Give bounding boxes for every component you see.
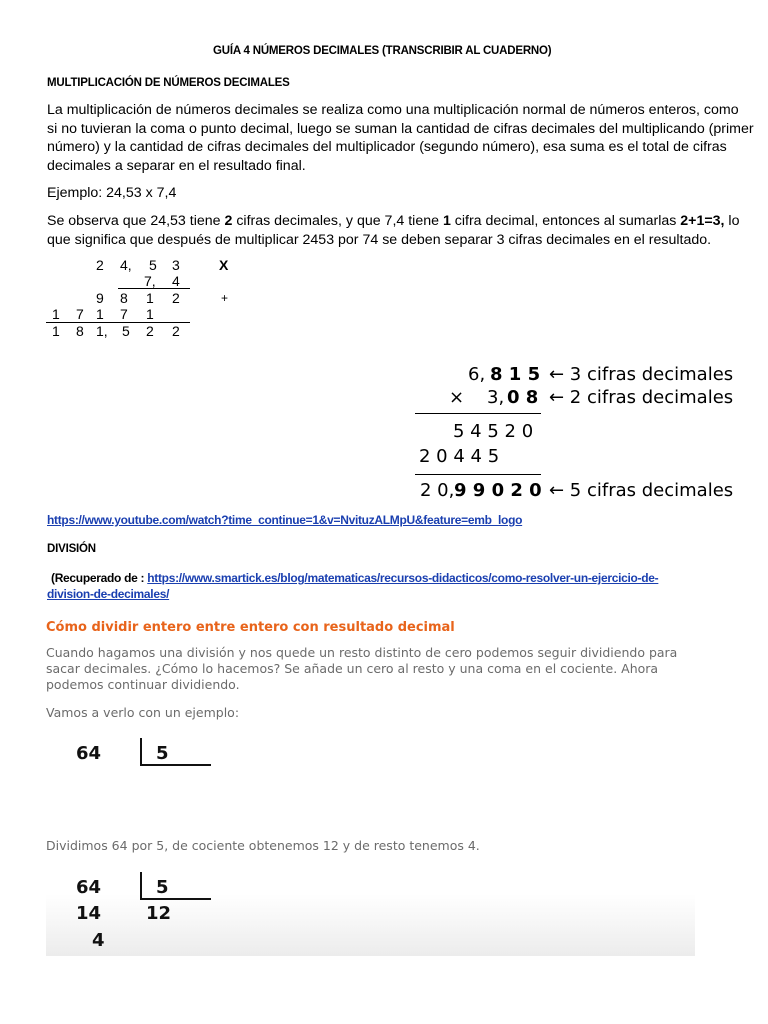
observe-line-1: [47, 212, 762, 231]
recovered-from: [47, 571, 659, 601]
digit: 8: [120, 290, 128, 306]
digit: 8: [76, 323, 84, 339]
mult2-row2-note: ← 2 cifras decimales: [549, 387, 734, 408]
mult2-times-sign: ×: [449, 387, 465, 408]
youtube-link[interactable]: https://www.youtube.com/watch?time_continue=1&v=NvituzALMpU&feature=emb_logo: [47, 513, 523, 527]
divisor: 5: [156, 877, 169, 898]
intro-line-1: La multiplicación de números decimales se realiza como una multiplicación normal de números enteros, como: [47, 102, 739, 118]
multiply-sign: X: [219, 257, 229, 273]
card-p1-line-2: sacar decimales. ¿Cómo lo hacemos? Se añade un cero al resto y una coma en el cociente. Ahora: [46, 661, 659, 676]
dividend: 64: [76, 877, 102, 898]
mult2-row3: 5 4 5 2 0: [453, 421, 534, 442]
digit: 2: [172, 290, 180, 306]
digit: 1,: [96, 323, 108, 339]
observe-text-a: Se observa que 24,53 tiene: [47, 213, 225, 229]
digit: 1: [146, 290, 154, 306]
digit: 4: [172, 273, 180, 289]
rule-line: [415, 474, 541, 475]
digit: 2: [96, 257, 104, 273]
observe-bold-b: 2: [224, 213, 233, 229]
mult2-row1-int: 6,: [468, 364, 486, 385]
remainder: 4: [92, 930, 105, 951]
mult2-row4: 2 0 4 4 5: [419, 446, 500, 467]
mult2-row1-decimals: 8 1 5: [490, 364, 541, 385]
observe-bold-f: 2+1=3,: [680, 213, 725, 229]
division-example-card: [46, 612, 695, 956]
digit: 7,: [144, 273, 156, 289]
digit: 2: [146, 323, 154, 339]
rule-line: [415, 413, 541, 414]
page-title: GUÍA 4 NÚMEROS DECIMALES (TRANSCRIBIR AL CUADERNO): [213, 45, 552, 57]
quotient: 12: [146, 903, 172, 924]
card-p1-line-3: podemos continuar dividiendo.: [46, 677, 240, 692]
card-p1-line-1: Cuando hagamos una división y nos quede un resto distinto de cero podemos seguir dividiendo para: [46, 645, 678, 660]
division-bracket-vertical: [140, 738, 142, 766]
observe-paragraph: [47, 212, 762, 249]
mult2-row1-note: ← 3 cifras decimales: [549, 364, 734, 385]
digit: 4,: [120, 257, 132, 273]
mult2-row2-int: 3,: [487, 387, 505, 408]
divisor: 5: [156, 743, 169, 764]
observe-bold-d: 1: [442, 213, 451, 229]
digit: 9: [96, 290, 104, 306]
card-paragraph-1: [46, 645, 691, 693]
smartick-link-line-2[interactable]: division-de-decimales/: [47, 587, 170, 601]
digit: 2: [172, 323, 180, 339]
card-paragraph-3: Dividimos 64 por 5, de cociente obtenemos 12 y de resto tenemos 4.: [46, 838, 480, 853]
mult2-row5-int: 2 0,: [420, 480, 455, 501]
digit: 1: [52, 323, 60, 339]
plus-sign: +: [221, 291, 229, 305]
digit: 5: [122, 323, 130, 339]
digit: 7: [76, 306, 84, 322]
section-title-division: DIVISIÓN: [47, 543, 96, 555]
smartick-link-line-1[interactable]: https://www.smartick.es/blog/matematicas/recursos-didacticos/como-resolver-un-ejercicio-de-: [147, 571, 659, 585]
digit: 5: [149, 257, 157, 273]
card-paragraph-2: Vamos a verlo con un ejemplo:: [46, 705, 240, 720]
digit: 1: [146, 306, 154, 322]
card-title: Cómo dividir entero entre entero con resultado decimal: [46, 620, 455, 635]
observe-line-2: que significa que después de multiplicar 2453 por 74 se deben separar 3 cifras decimales en el resultado.: [47, 231, 712, 248]
division-bracket-vertical: [140, 872, 142, 900]
section-title-multiplication: MULTIPLICACIÓN DE NÚMEROS DECIMALES: [47, 77, 290, 89]
mult2-row2-decimals: 0 8: [507, 387, 539, 408]
digit: 3: [172, 257, 180, 273]
partial-dividend: 14: [76, 903, 102, 924]
recovered-prefix: (Recuperado de :: [51, 571, 148, 585]
mult2-row5-note: ← 5 cifras decimales: [549, 480, 734, 501]
digit: 7: [120, 306, 128, 322]
division-bracket-horizontal: [140, 898, 211, 900]
intro-line-4: decimales a separar en el resultado final.: [47, 157, 306, 174]
intro-line-2: si no tuvieran la coma o punto decimal, luego se suman la cantidad de cifras decimales del multiplicando (primer: [47, 120, 754, 137]
rule-line: [46, 322, 190, 323]
example-line: Ejemplo: 24,53 x 7,4: [47, 185, 177, 201]
digit: 1: [96, 306, 104, 322]
digit: 1: [52, 306, 60, 322]
intro-paragraph: [47, 101, 757, 175]
intro-line-3: número) y la cantidad de cifras decimales del multiplicador (segundo número), esa suma es el total de cifras: [47, 139, 727, 155]
observe-text-e: cifra decimal, entonces al sumarlas: [450, 213, 681, 229]
observe-text-c: cifras decimales, y que 7,4 tiene: [232, 213, 443, 229]
mult2-row5-decimals: 9 9 0 2 0: [454, 480, 542, 501]
division-bracket-horizontal: [140, 764, 211, 766]
observe-text-g: lo: [724, 213, 740, 229]
dividend: 64: [76, 743, 102, 764]
